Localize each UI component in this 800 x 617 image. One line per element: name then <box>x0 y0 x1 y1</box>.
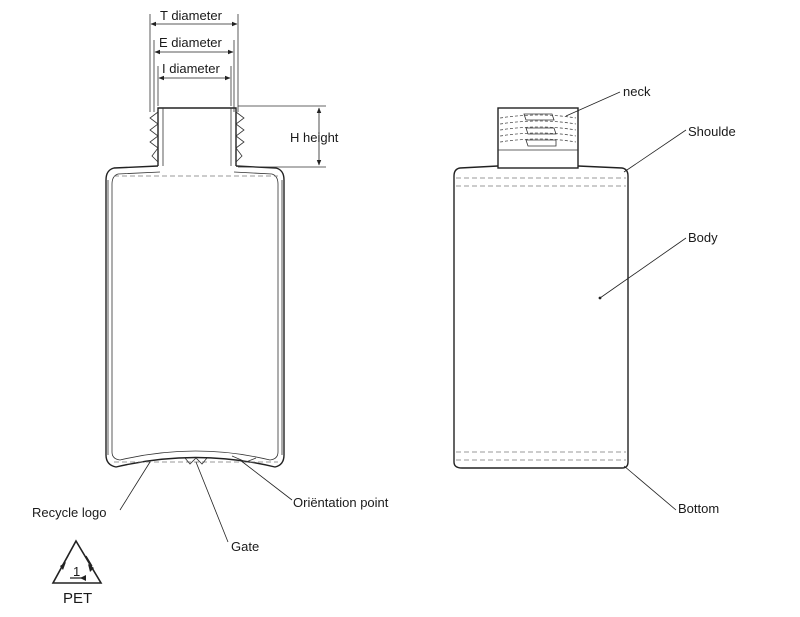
recycle-logo-leader <box>120 462 150 510</box>
external-view <box>454 108 628 468</box>
e-diameter-label: E diameter <box>159 35 222 50</box>
bottom-leader <box>624 466 676 510</box>
external-body-outline <box>454 166 628 468</box>
i-diameter-label: I diameter <box>162 61 220 76</box>
orientation-point-label: Oriëntation point <box>293 495 389 510</box>
section-body-inner-wall <box>112 172 278 460</box>
gate-leader <box>196 462 228 542</box>
section-view <box>106 108 284 467</box>
t-diameter-label: T diameter <box>160 8 222 23</box>
recycle-symbol <box>53 541 101 607</box>
external-neck <box>498 108 578 168</box>
neck-label: neck <box>623 84 651 99</box>
gate-label: Gate <box>231 539 260 554</box>
h-height-label: H height <box>290 130 339 145</box>
pet-label: PET <box>63 590 93 607</box>
section-body-outline <box>106 166 284 467</box>
section-neck-outline <box>158 108 236 166</box>
body-leader <box>600 238 686 298</box>
orientation-point-leader <box>240 460 292 500</box>
shoulder-label: Shoulde <box>688 124 736 139</box>
shoulder-leader <box>624 130 686 172</box>
neck-leader <box>566 92 620 116</box>
neck-threads <box>500 114 576 146</box>
bottom-label: Bottom <box>678 501 720 516</box>
body-label: Body <box>688 230 718 245</box>
recycle-number: 1 <box>73 564 81 579</box>
recycle-logo-label: Recycle logo <box>32 505 107 520</box>
